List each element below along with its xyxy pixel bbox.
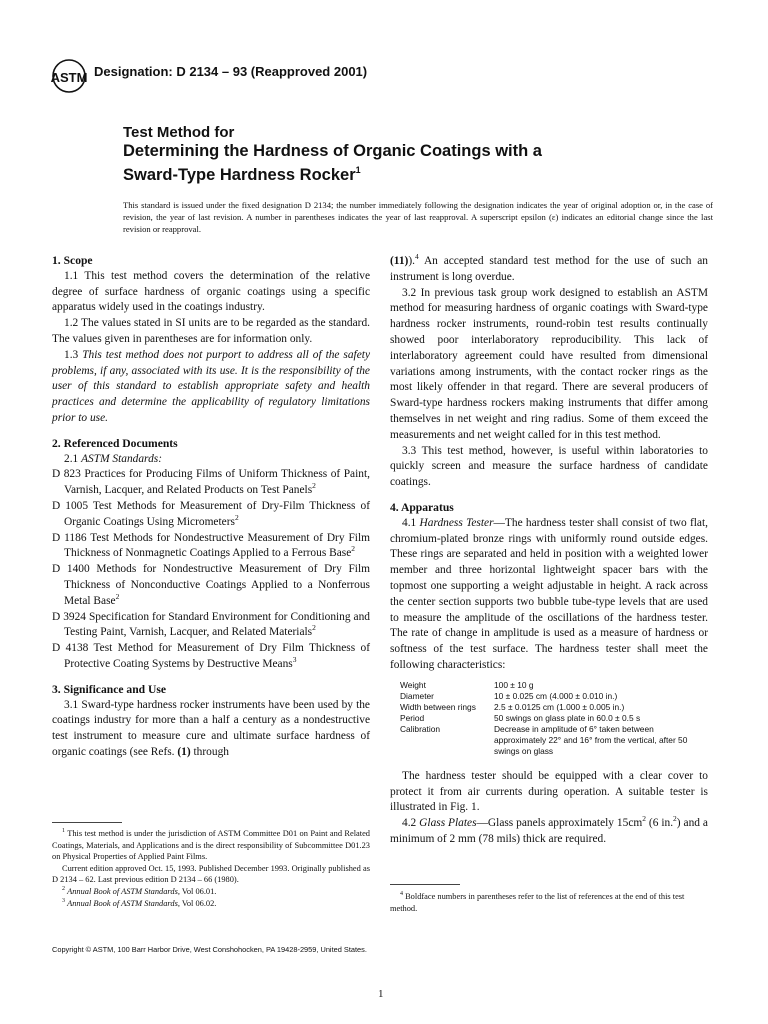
reference-item <box>52 562 370 609</box>
footnote-rule-right <box>390 884 460 885</box>
footnote-text: Annual Book of ASTM Standards <box>67 898 178 908</box>
designation: Designation: D 2134 – 93 (Reapproved 2001) <box>94 64 368 79</box>
reference-text: D 823 Practices for Producing Films of Uniform Thickness of Paint, Varnish, Lacquer, and Related Products on Test Panels <box>52 468 370 497</box>
footnote-marker: 1 <box>62 828 65 834</box>
reference-item <box>52 531 370 563</box>
paragraph-1-3-number: 1.3 <box>64 348 83 361</box>
paragraph-1-2: 1.2 The values stated in SI units are to be regarded as the standard. The values given in parentheses are for information only. <box>52 317 370 345</box>
paragraph-3-1-text-cont: through <box>190 745 229 758</box>
reference-item <box>52 499 370 531</box>
reference-item <box>52 467 370 499</box>
reference-text: D 4138 Test Method for Measurement of Dry Film Thickness of Protective Coating Systems by Destructive Means <box>52 642 370 670</box>
paragraph-4-2-text-c: ) and a minimum of 2 mm (78 mils) thick are required. <box>390 817 708 845</box>
paragraph-3-1-continued <box>390 254 708 286</box>
term-glass-plates: Glass Plates <box>419 817 477 830</box>
page-number: 1 <box>378 988 384 1000</box>
paragraph-4-2 <box>390 816 708 848</box>
reference-note: 2 <box>312 623 316 633</box>
right-column <box>390 254 708 848</box>
reference-text: D 3924 Specification for Standard Environment for Conditioning and Testing Paint, Varnish, Lacquer, and Related Materials <box>52 610 370 639</box>
section-heading-scope: 1. Scope <box>52 254 93 267</box>
astm-standards-label: ASTM Standards: <box>81 452 162 465</box>
footnote-2 <box>52 886 370 898</box>
footnote-rule-left <box>52 822 122 823</box>
reference-note: 2 <box>351 544 355 554</box>
footnote-1b: Current edition approved Oct. 15, 1993. Published December 1993. Originally published as D 2134 – 62. Last previous edition D 2134 – 66 (1980). <box>52 863 370 885</box>
reference-number: (11) <box>390 255 409 267</box>
paragraph-4-2-number: 4.2 <box>402 817 420 830</box>
term-hardness-tester: Hardness Tester <box>419 516 494 529</box>
superscript: 2 <box>673 814 677 824</box>
paragraph-3-1-text: 3.1 Sward-type hardness rocker instruments have been used by the coatings industry for more than a half a century as a nondestructive test instrument to measure cure and ultimate surface hardness of organic coatings (see Refs. <box>52 698 370 758</box>
characteristic-value: 10 ± 0.025 cm (4.000 ± 0.010 in.) <box>494 690 618 701</box>
reference-text: D 1400 Methods for Nondestructive Measurement of Dry Film Thickness of Nonconductive Coatings Applied to a Nonferrous Metal Base <box>52 563 370 607</box>
paragraph-4-1-text: —The hardness tester shall consist of two flat, chromium-plated bronze rings with uniformly round outside edges. These rings are separated and held in position with a weighted lower member and three horizontal lightweight spacer bars with the topmost one supporting a weight adjustable in height. A rack across the center section supports two bubble tube-type levels that are used to measure the amplitude of the oscillations of the hardness tester. The rate of change in amplitude is used as a measure of hardness or softness of the test surface. The hardness tester shall meet the following characteristics: <box>390 516 709 671</box>
title-line-3 <box>123 161 683 185</box>
characteristic-value: 2.5 ± 0.0125 cm (1.000 ± 0.005 in.) <box>494 701 625 712</box>
title-line-3-text: Sward-Type Hardness Rocker <box>123 166 356 184</box>
characteristic-label: Weight <box>400 679 426 690</box>
paren-close: ). <box>408 255 416 267</box>
paragraph-2-1 <box>52 452 370 468</box>
paragraph-2-1-number: 2.1 <box>64 452 82 465</box>
paragraph-1-3 <box>52 348 370 427</box>
paragraph-1-3-text: This test method does not purport to address all of the safety problems, if any, associated with its use. It is the responsibility of the user of this standard to establish appropriate safety and health practices and determine the applicability of regulatory limitations prior to use. <box>52 348 370 424</box>
footnote-text: This test method is under the jurisdiction of ASTM Committee D01 on Paint and Related Coatings, Materials, and Applications and is the direct responsibility of Subcommittee D01.23 on Physical Properties of Applied Paint Films. <box>52 829 370 862</box>
table-row <box>400 680 708 691</box>
superscript: 2 <box>642 814 646 824</box>
footnote-3 <box>52 898 370 910</box>
paragraph-3-3: 3.3 This test method, however, is useful within laboratories to quickly screen and measure the surface hardness of candidate coatings. <box>390 444 708 489</box>
reference-text: D 1186 Test Methods for Nondestructive Measurement of Dry Film Thickness of Nonmagnetic Coatings Applied to a Ferrous Base <box>52 531 370 560</box>
issuance-note: This standard is issued under the fixed designation D 2134; the number immediately following the designation indicates the year of original adoption or, in the case of revision, the year of last revision. A number in parentheses indicates the year of last reapproval. A superscript epsilon (ε) indicates an editorial change since the last revision or reapproval. <box>123 200 713 234</box>
characteristic-label: Width between rings <box>400 701 476 712</box>
reference-note: 3 <box>292 654 297 664</box>
left-column <box>52 253 370 761</box>
reference-note: 2 <box>115 591 120 601</box>
paragraph-4-1-cover: The hardness tester should be equipped with a clear cover to protect it from air currents during operation. A suitable tester is illustrated in Fig. 1. <box>390 769 708 814</box>
paragraph-4-2-text-b: (6 in. <box>645 817 674 830</box>
table-row <box>400 724 708 757</box>
paragraph-4-2-text: —Glass panels approximately 15cm <box>476 817 643 830</box>
reference-note: 2 <box>312 481 316 491</box>
title-block <box>123 124 683 185</box>
paragraph-4-1 <box>390 516 708 674</box>
footnote-marker: 2 <box>62 885 65 892</box>
footnote-volume: , Vol 06.02. <box>177 898 217 908</box>
section-heading-apparatus: 4. Apparatus <box>390 500 454 514</box>
paragraph-3-2: 3.2 In previous task group work designed to establish an ASTM method for measuring hardness of organic coatings with Sward-type hardness rocker instruments, round-robin test results continually showed poor interlaboratory reproducibility. This lack of interlaboratory agreement could have resulted from dimensional variations among instruments, with the contact rocker rings as the most likely offender in that regard. There are several producers of Sward-type hardness rockers making instruments that differ among themselves in net weight and ring radius. Some of them exceed the measurements and net weight called for in this test method. <box>390 286 708 441</box>
reference-item <box>52 641 370 673</box>
title-line-2: Determining the Hardness of Organic Coatings with a <box>123 142 542 160</box>
footnote-marker: 3 <box>62 897 65 904</box>
paragraph-3-1 <box>52 698 370 761</box>
title-line-1: Test Method for <box>123 124 235 141</box>
section-heading-referenced: 2. Referenced Documents <box>52 436 178 450</box>
reference-note: 2 <box>234 512 239 522</box>
paragraph-1-1: 1.1 This test method covers the determination of the relative degree of surface hardness of organic coatings using a specific apparatus widely used in the coatings industry. <box>52 269 370 314</box>
footnote-marker: 4 <box>415 252 419 261</box>
footnotes-left <box>52 828 370 909</box>
characteristic-value: 100 ± 10 g <box>494 679 534 690</box>
table-row <box>400 702 708 713</box>
characteristic-label: Diameter <box>400 690 434 701</box>
footnote-volume: , Vol 06.01. <box>177 886 217 896</box>
characteristic-label: Calibration <box>400 723 441 734</box>
reference-number: (1) <box>177 745 191 758</box>
footnote-text: Boldface numbers in parentheses refer to the list of references at the end of this test method. <box>390 892 685 913</box>
astm-logo <box>46 58 92 94</box>
footnote-text: Annual Book of ASTM Standards <box>67 886 178 896</box>
characteristics-table <box>400 680 708 757</box>
footnote-marker: 4 <box>400 891 403 897</box>
footnote-1 <box>52 828 370 863</box>
section-heading-significance: 3. Significance and Use <box>52 682 167 696</box>
title-footnote-marker: 1 <box>355 165 361 175</box>
footnotes-right <box>390 891 708 914</box>
characteristic-value: Decrease in amplitude of 6° taken between approximately 22° and 16° from the vertical, after 50 swings on glass <box>494 723 688 756</box>
characteristic-value: 50 swings on glass plate in 60.0 ± 0.5 s <box>494 712 641 723</box>
characteristic-label: Period <box>400 712 425 723</box>
reference-text: D 1005 Test Methods for Measurement of Dry-Film Thickness of Organic Coatings Using Micrometers <box>52 499 370 528</box>
paragraph-3-1-end: An accepted standard test method for the use of such an instrument is long overdue. <box>390 255 708 283</box>
logo-text: ASTM <box>50 70 88 85</box>
paragraph-4-1-number: 4.1 <box>402 516 420 529</box>
table-row <box>400 713 708 724</box>
footnote-4 <box>390 891 708 914</box>
table-row <box>400 691 708 702</box>
copyright-notice: Copyright © ASTM, 100 Barr Harbor Drive, West Conshohocken, PA 19428-2959, United States. <box>52 945 367 954</box>
reference-item <box>52 610 370 642</box>
